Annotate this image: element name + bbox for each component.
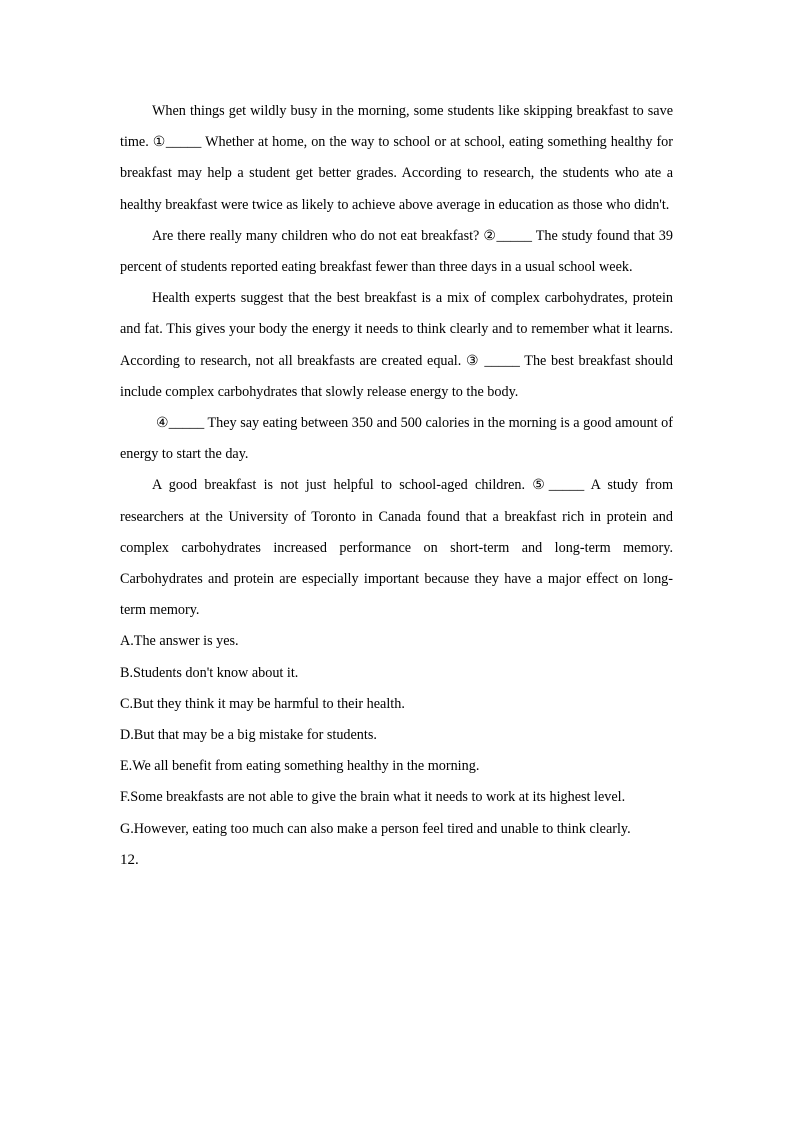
option-c: C.But they think it may be harmful to their health. xyxy=(120,695,405,712)
option-d: D.But that may be a big mistake for students. xyxy=(120,727,377,744)
option-f: F.Some breakfasts are not able to give the brain what it needs to work at its highest level. xyxy=(120,789,626,806)
paragraph-3: Health experts suggest that the best breakfast is a mix of complex carbohydrates, protein and fat. This gives your body the energy it needs to think clearly and to remember what it learns. According to research, not all breakfasts are created equal. ③ _____ The best breakfast should include complex carbohydrates that slowly release energy to the body. xyxy=(120,290,673,400)
paragraph-1: When things get wildly busy in the morning, some students like skipping breakfast to save time. ①_____ Whether at home, on the way to school or at school, eating something healthy for breakfast may help a student get better grades. According to research, the students who ate a healthy breakfast were twice as likely to achieve above average in education as those who didn't. xyxy=(120,103,673,213)
paragraph-2: Are there really many children who do not eat breakfast? ②_____ The study found that 39 percent of students reported eating breakfast fewer than three days in a usual school week. xyxy=(120,227,673,276)
option-b: B.Students don't know about it. xyxy=(120,664,299,681)
option-g: G.However, eating too much can also make a person feel tired and unable to think clearly. xyxy=(120,820,631,837)
option-e: E.We all benefit from eating something healthy in the morning. xyxy=(120,758,480,775)
option-a: A.The answer is yes. xyxy=(120,633,239,650)
paragraph-5: A good breakfast is not just helpful to school-aged children. ⑤_____ A study from researchers at the University of Toronto in Canada found that a breakfast rich in protein and complex carbohydrates increased performance on short-term and long-term memory. Carbohydrates and protein are especially important because they have a major effect on long-term memory. xyxy=(120,477,673,619)
document-page xyxy=(120,96,673,876)
question-number: 12. xyxy=(120,851,139,868)
paragraph-4: ④_____ They say eating between 350 and 500 calories in the morning is a good amount of energy to start the day. xyxy=(120,415,673,463)
